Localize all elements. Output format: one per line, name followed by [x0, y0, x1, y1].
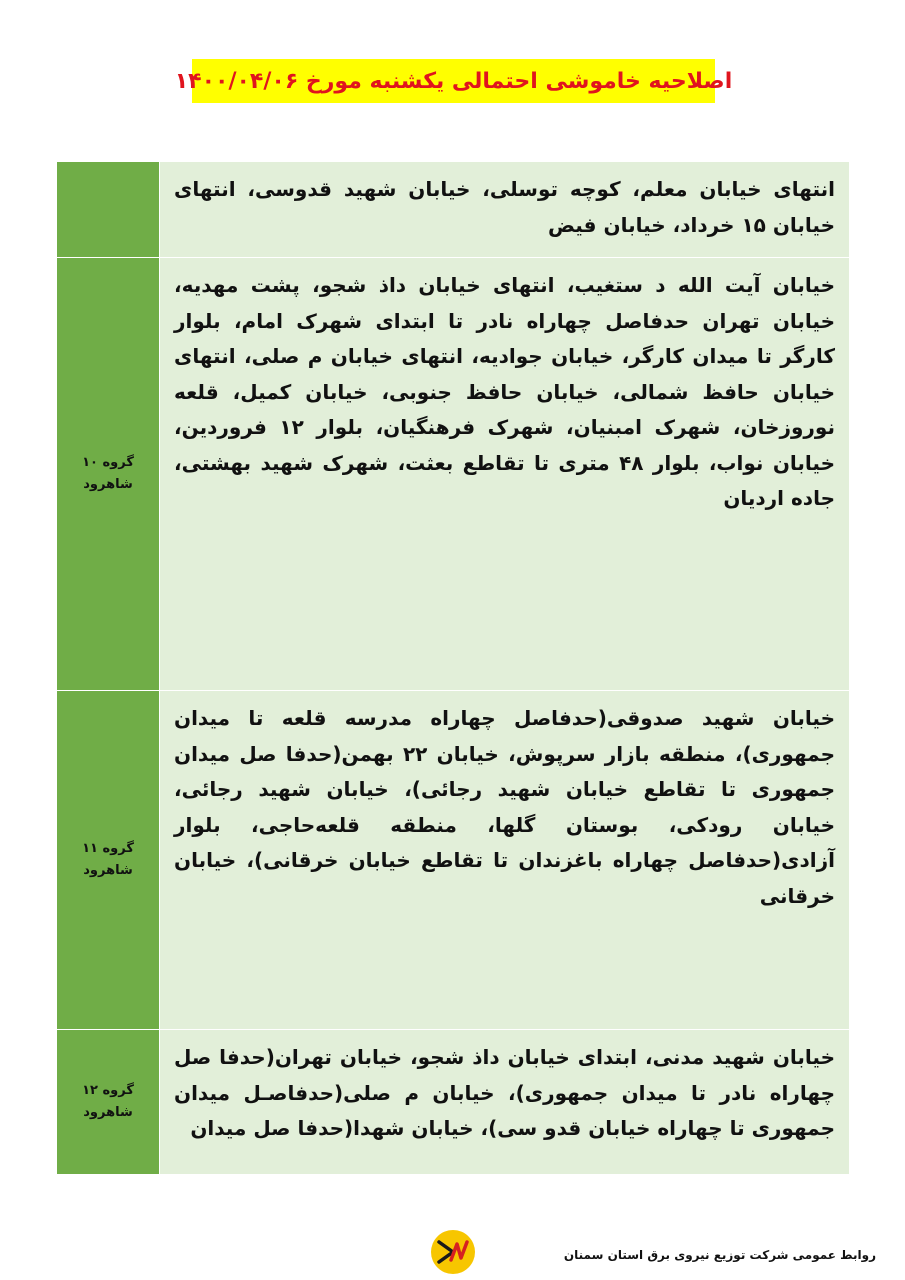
group-name: گروه ۱۱: [82, 841, 134, 856]
group-cell: [57, 162, 160, 258]
streets-cell: خیابان شهید صدوقی(حدفاصل چهاراه مدرسه قلعه تا میدان جمهوری)، منطقه بازار سرپوش، خیابان ۲۲ بهمن(حدفا صل میدان جمهوری تا تقاطع خیابان شهید رجائی)، خیابان شهید رجائی، خیابان رودکی، بوستان گلها، منطقه قلعه‌حاجی، بلوار آزادی(حدفاصل چهاراه باغزندان تا تقاطع خیابان خرقانی)، خیابان خرقانی: [160, 691, 850, 1030]
table-row: [57, 162, 850, 258]
table-row: [57, 1030, 850, 1175]
city-name: شاهرود: [83, 477, 133, 492]
group-name: گروه ۱۰: [82, 455, 134, 470]
city-name: شاهرود: [83, 1105, 133, 1120]
group-cell: [57, 258, 160, 691]
streets-cell: انتهای خیابان معلم، کوچه توسلی، خیابان شهید قدوسی، انتهای خیابان ۱۵ خرداد، خیابان فیض: [160, 162, 850, 258]
table-row: [57, 258, 850, 691]
table-row: [57, 691, 850, 1030]
group-name: گروه ۱۲: [82, 1083, 134, 1098]
outage-table: [56, 161, 850, 1175]
group-cell: [57, 691, 160, 1030]
group-cell: [57, 1030, 160, 1175]
page-title: اصلاحیه خاموشی احتمالی یکشنبه مورخ ۱۴۰۰/۰۴/۰۶: [192, 59, 715, 103]
tavanir-logo-icon: [429, 1228, 477, 1276]
footer-text: روابط عمومی شرکت توزیع نیروی برق استان سمنان: [563, 1248, 876, 1262]
city-name: شاهرود: [83, 863, 133, 878]
streets-cell: خیابان شهید مدنی، ابتدای خیابان داذ شجو، خیابان تهران(حدفا صل چهاراه نادر تا میدان جمهوری)، خیابان م صلی(حدفاصـل میدان جمهوری تا چهاراه خیابان قدو سی)، خیابان شهدا(حدفا صل میدان: [160, 1030, 850, 1175]
streets-cell: خیابان آیت الله د ستغیب، انتهای خیابان داذ شجو، پشت مهدیه، خیابان تهران حدفاصل چهاراه نادر تا ابتدای شهرک امام، بلوار کارگر تا میدان کارگر، خیابان جوادیه، انتهای خیابان م صلی، انتهای خیابان حافظ شمالی، خیابان حافظ جنوبی، خیابان کمیل، قلعه نوروزخان، شهرک امبنیان، شهرک فرهنگیان، بلوار ۱۲ فروردین، خیابان نواب، بلوار ۴۸ متری تا تقاطع بعثت، شهرک شهید بهشتی، جاده اردیان: [160, 258, 850, 691]
